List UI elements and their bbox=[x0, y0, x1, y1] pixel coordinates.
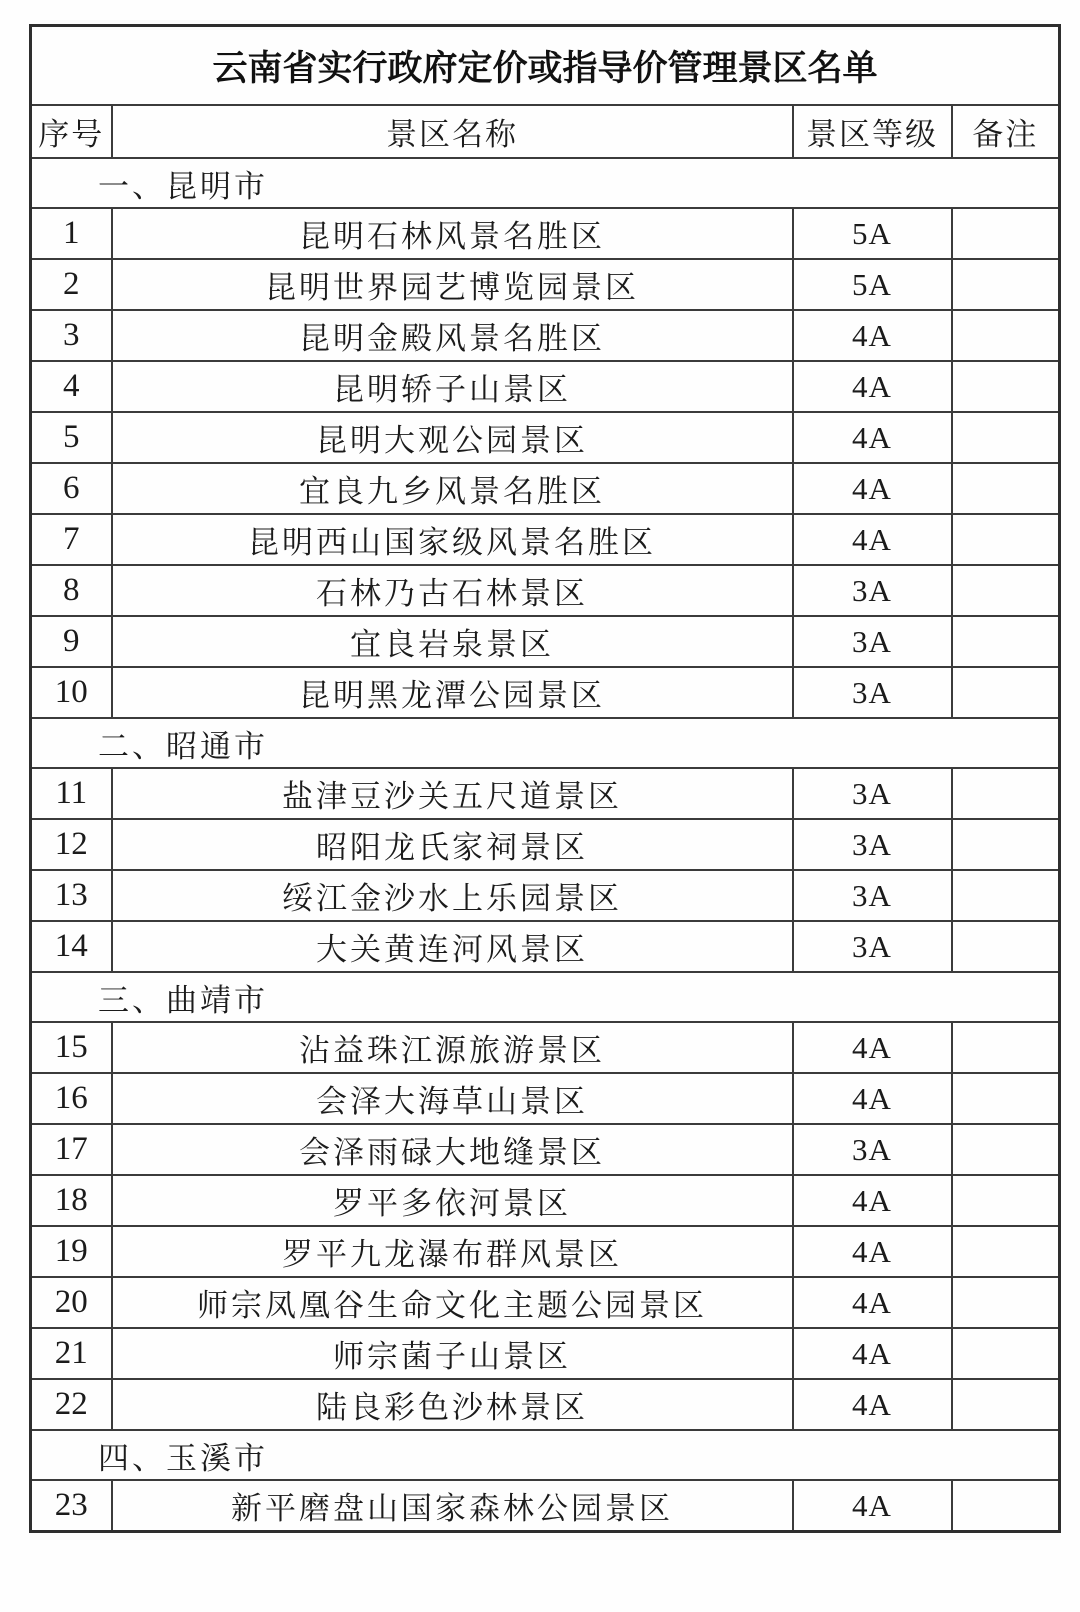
remark-cell bbox=[952, 412, 1060, 463]
remark-cell bbox=[952, 667, 1060, 718]
table-row bbox=[31, 1124, 1060, 1175]
row-index-cell: 5 bbox=[31, 412, 112, 463]
scenic-area-level-cell: 4A bbox=[793, 1022, 952, 1073]
section-header-label: 四、玉溪市 bbox=[31, 1430, 1060, 1480]
scenic-area-name-cell: 昆明大观公园景区 bbox=[112, 412, 793, 463]
row-index-cell: 23 bbox=[31, 1480, 112, 1532]
remark-cell bbox=[952, 1379, 1060, 1430]
table-row bbox=[31, 768, 1060, 819]
table-row bbox=[31, 1226, 1060, 1277]
column-header-row bbox=[31, 105, 1060, 158]
scenic-area-level-cell: 5A bbox=[793, 259, 952, 310]
table-row bbox=[31, 310, 1060, 361]
scenic-area-level-cell: 4A bbox=[793, 1277, 952, 1328]
table-row bbox=[31, 1379, 1060, 1430]
scenic-area-name-cell: 沾益珠江源旅游景区 bbox=[112, 1022, 793, 1073]
remark-cell bbox=[952, 361, 1060, 412]
scenic-area-name-cell: 罗平九龙瀑布群风景区 bbox=[112, 1226, 793, 1277]
table-row bbox=[31, 616, 1060, 667]
scenic-area-level-cell: 3A bbox=[793, 667, 952, 718]
column-header-index: 序号 bbox=[31, 105, 112, 158]
row-index-cell: 22 bbox=[31, 1379, 112, 1430]
row-index-cell: 15 bbox=[31, 1022, 112, 1073]
scenic-area-level-cell: 4A bbox=[793, 1379, 952, 1430]
table-row bbox=[31, 1175, 1060, 1226]
scenic-area-level-cell: 4A bbox=[793, 1175, 952, 1226]
table-row bbox=[31, 259, 1060, 310]
section-header-label: 三、曲靖市 bbox=[31, 972, 1060, 1022]
scenic-area-level-cell: 4A bbox=[793, 1480, 952, 1532]
scenic-area-name-cell: 昆明世界园艺博览园景区 bbox=[112, 259, 793, 310]
table-row bbox=[31, 565, 1060, 616]
scenic-area-name-cell: 陆良彩色沙林景区 bbox=[112, 1379, 793, 1430]
row-index-cell: 18 bbox=[31, 1175, 112, 1226]
table-row bbox=[31, 1480, 1060, 1532]
remark-cell bbox=[952, 1328, 1060, 1379]
scenic-area-name-cell: 大关黄连河风景区 bbox=[112, 921, 793, 972]
scenic-area-table bbox=[29, 24, 1061, 1533]
row-index-cell: 4 bbox=[31, 361, 112, 412]
scenic-area-level-cell: 4A bbox=[793, 361, 952, 412]
row-index-cell: 13 bbox=[31, 870, 112, 921]
scenic-area-name-cell: 会泽雨碌大地缝景区 bbox=[112, 1124, 793, 1175]
remark-cell bbox=[952, 819, 1060, 870]
scenic-area-level-cell: 3A bbox=[793, 870, 952, 921]
scenic-area-level-cell: 4A bbox=[793, 310, 952, 361]
table-row bbox=[31, 1277, 1060, 1328]
remark-cell bbox=[952, 1073, 1060, 1124]
scenic-area-name-cell: 师宗凤凰谷生命文化主题公园景区 bbox=[112, 1277, 793, 1328]
section-header-label: 二、昭通市 bbox=[31, 718, 1060, 768]
table-row bbox=[31, 514, 1060, 565]
remark-cell bbox=[952, 514, 1060, 565]
scenic-area-level-cell: 3A bbox=[793, 616, 952, 667]
scenic-area-level-cell: 3A bbox=[793, 768, 952, 819]
section-row bbox=[31, 158, 1060, 208]
row-index-cell: 2 bbox=[31, 259, 112, 310]
scenic-area-level-cell: 3A bbox=[793, 819, 952, 870]
table-row bbox=[31, 463, 1060, 514]
row-index-cell: 3 bbox=[31, 310, 112, 361]
column-header-level: 景区等级 bbox=[793, 105, 952, 158]
row-index-cell: 6 bbox=[31, 463, 112, 514]
scenic-area-name-cell: 会泽大海草山景区 bbox=[112, 1073, 793, 1124]
remark-cell bbox=[952, 1277, 1060, 1328]
remark-cell bbox=[952, 1175, 1060, 1226]
row-index-cell: 12 bbox=[31, 819, 112, 870]
remark-cell bbox=[952, 870, 1060, 921]
remark-cell bbox=[952, 921, 1060, 972]
page-title: 云南省实行政府定价或指导价管理景区名单 bbox=[31, 26, 1060, 106]
table-row bbox=[31, 1022, 1060, 1073]
scenic-area-level-cell: 4A bbox=[793, 1328, 952, 1379]
scenic-area-level-cell: 4A bbox=[793, 514, 952, 565]
remark-cell bbox=[952, 1480, 1060, 1532]
scenic-area-name-cell: 新平磨盘山国家森林公园景区 bbox=[112, 1480, 793, 1532]
scenic-area-name-cell: 昆明金殿风景名胜区 bbox=[112, 310, 793, 361]
row-index-cell: 16 bbox=[31, 1073, 112, 1124]
row-index-cell: 11 bbox=[31, 768, 112, 819]
scenic-area-name-cell: 昆明黑龙潭公园景区 bbox=[112, 667, 793, 718]
section-row bbox=[31, 1430, 1060, 1480]
row-index-cell: 7 bbox=[31, 514, 112, 565]
table-row bbox=[31, 208, 1060, 259]
section-row bbox=[31, 972, 1060, 1022]
column-header-name: 景区名称 bbox=[112, 105, 793, 158]
table-row bbox=[31, 667, 1060, 718]
scenic-area-name-cell: 昆明西山国家级风景名胜区 bbox=[112, 514, 793, 565]
section-row bbox=[31, 718, 1060, 768]
row-index-cell: 19 bbox=[31, 1226, 112, 1277]
scenic-area-name-cell: 昆明轿子山景区 bbox=[112, 361, 793, 412]
scenic-area-name-cell: 宜良岩泉景区 bbox=[112, 616, 793, 667]
scenic-area-level-cell: 4A bbox=[793, 463, 952, 514]
scenic-area-level-cell: 5A bbox=[793, 208, 952, 259]
table-row bbox=[31, 921, 1060, 972]
scenic-area-name-cell: 罗平多依河景区 bbox=[112, 1175, 793, 1226]
scenic-area-name-cell: 宜良九乡风景名胜区 bbox=[112, 463, 793, 514]
title-row bbox=[31, 26, 1060, 106]
scenic-area-name-cell: 昭阳龙氏家祠景区 bbox=[112, 819, 793, 870]
scenic-area-name-cell: 盐津豆沙关五尺道景区 bbox=[112, 768, 793, 819]
table-row bbox=[31, 1328, 1060, 1379]
table-row bbox=[31, 819, 1060, 870]
column-header-remark: 备注 bbox=[952, 105, 1060, 158]
row-index-cell: 17 bbox=[31, 1124, 112, 1175]
remark-cell bbox=[952, 310, 1060, 361]
scenic-area-level-cell: 3A bbox=[793, 921, 952, 972]
row-index-cell: 14 bbox=[31, 921, 112, 972]
remark-cell bbox=[952, 616, 1060, 667]
row-index-cell: 8 bbox=[31, 565, 112, 616]
row-index-cell: 21 bbox=[31, 1328, 112, 1379]
remark-cell bbox=[952, 768, 1060, 819]
row-index-cell: 10 bbox=[31, 667, 112, 718]
remark-cell bbox=[952, 208, 1060, 259]
section-header-label: 一、昆明市 bbox=[31, 158, 1060, 208]
row-index-cell: 20 bbox=[31, 1277, 112, 1328]
scenic-area-level-cell: 3A bbox=[793, 1124, 952, 1175]
remark-cell bbox=[952, 463, 1060, 514]
scenic-area-name-cell: 石林乃古石林景区 bbox=[112, 565, 793, 616]
remark-cell bbox=[952, 1022, 1060, 1073]
row-index-cell: 9 bbox=[31, 616, 112, 667]
table-row bbox=[31, 1073, 1060, 1124]
scenic-area-level-cell: 4A bbox=[793, 1073, 952, 1124]
row-index-cell: 1 bbox=[31, 208, 112, 259]
scenic-area-level-cell: 4A bbox=[793, 1226, 952, 1277]
scenic-area-level-cell: 3A bbox=[793, 565, 952, 616]
remark-cell bbox=[952, 1124, 1060, 1175]
remark-cell bbox=[952, 1226, 1060, 1277]
scenic-area-name-cell: 昆明石林风景名胜区 bbox=[112, 208, 793, 259]
table-row bbox=[31, 412, 1060, 463]
table-row bbox=[31, 361, 1060, 412]
scenic-area-name-cell: 绥江金沙水上乐园景区 bbox=[112, 870, 793, 921]
scenic-area-level-cell: 4A bbox=[793, 412, 952, 463]
remark-cell bbox=[952, 259, 1060, 310]
scenic-area-name-cell: 师宗菌子山景区 bbox=[112, 1328, 793, 1379]
table-row bbox=[31, 870, 1060, 921]
remark-cell bbox=[952, 565, 1060, 616]
